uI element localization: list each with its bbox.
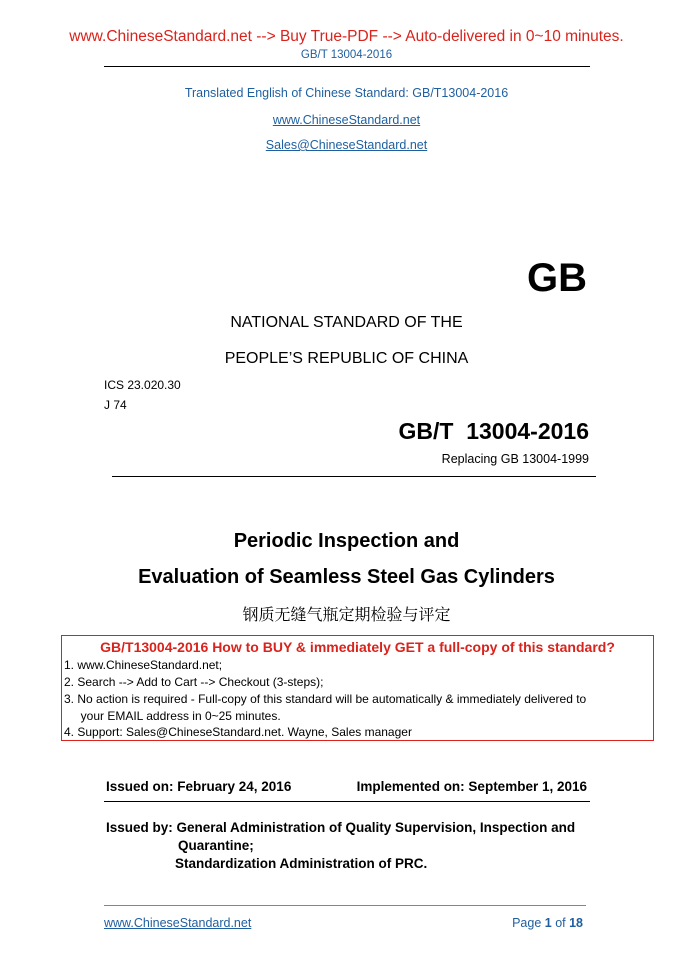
- title-chinese: 钢质无缝气瓶定期检验与评定: [242, 605, 451, 624]
- title-line1: Periodic Inspection and: [233, 530, 460, 552]
- sales-email-row: [0, 136, 693, 154]
- national-standard-line2: PEOPLE’S REPUBLIC OF CHINA: [224, 350, 469, 367]
- issued-by-line3: Standardization Administration of PRC.: [175, 856, 428, 871]
- buy-box-item: 2. Search --> Add to Cart --> Checkout (3-steps);: [64, 675, 324, 689]
- page-prefix: Page: [512, 916, 545, 930]
- page-current: 1: [544, 916, 552, 930]
- replacing-note: Replacing GB 13004-1999: [441, 452, 589, 466]
- buy-box-item: 3. No action is required - Full-copy of this standard will be automatically & immediately delivered to: [64, 692, 587, 706]
- promo-banner[interactable]: www.ChineseStandard.net --> Buy True-PDF --> Auto-delivered in 0~10 minutes.: [69, 28, 624, 45]
- gb-mark: GB: [527, 256, 587, 300]
- footer-divider: [104, 905, 586, 906]
- website-link-row: [0, 111, 693, 129]
- header-standard-code: GB/T 13004-2016: [300, 49, 393, 61]
- page-total: 18: [569, 916, 583, 930]
- footer-website-link[interactable]: www.ChineseStandard.net: [104, 916, 252, 930]
- issued-divider: [104, 801, 590, 802]
- national-standard-line1: NATIONAL STANDARD OF THE: [230, 314, 463, 331]
- ics-code: ICS 23.020.30: [104, 378, 181, 392]
- issued-by-line2: Quarantine;: [178, 838, 254, 853]
- page-of: of: [551, 916, 570, 930]
- standard-number: GB/T 13004-2016: [398, 418, 589, 444]
- title-line2: Evaluation of Seamless Steel Gas Cylinders: [138, 566, 555, 588]
- website-link[interactable]: www.ChineseStandard.net: [272, 113, 421, 127]
- translated-line: Translated English of Chinese Standard: GB/T13004-2016: [184, 86, 509, 100]
- buy-info-box: [61, 635, 654, 741]
- buy-box-item: 4. Support: Sales@ChineseStandard.net. Wayne, Sales manager: [64, 725, 412, 739]
- issued-on: Issued on: February 24, 2016: [106, 779, 292, 794]
- implemented-on: Implemented on: September 1, 2016: [356, 779, 587, 794]
- title-divider: [112, 476, 596, 477]
- sales-email-link[interactable]: Sales@ChineseStandard.net: [265, 138, 428, 152]
- buy-box-item: 1. www.ChineseStandard.net;: [64, 658, 223, 672]
- ccs-code: J 74: [104, 398, 127, 412]
- page-indicator: [512, 916, 583, 930]
- buy-box-heading[interactable]: GB/T13004-2016 How to BUY & immediately GET a full-copy of this standard?: [100, 639, 615, 655]
- buy-box-item: your EMAIL address in 0~25 minutes.: [64, 709, 281, 723]
- header-divider: [104, 66, 590, 67]
- issued-by-line1: Issued by: General Administration of Quality Supervision, Inspection and: [106, 820, 576, 835]
